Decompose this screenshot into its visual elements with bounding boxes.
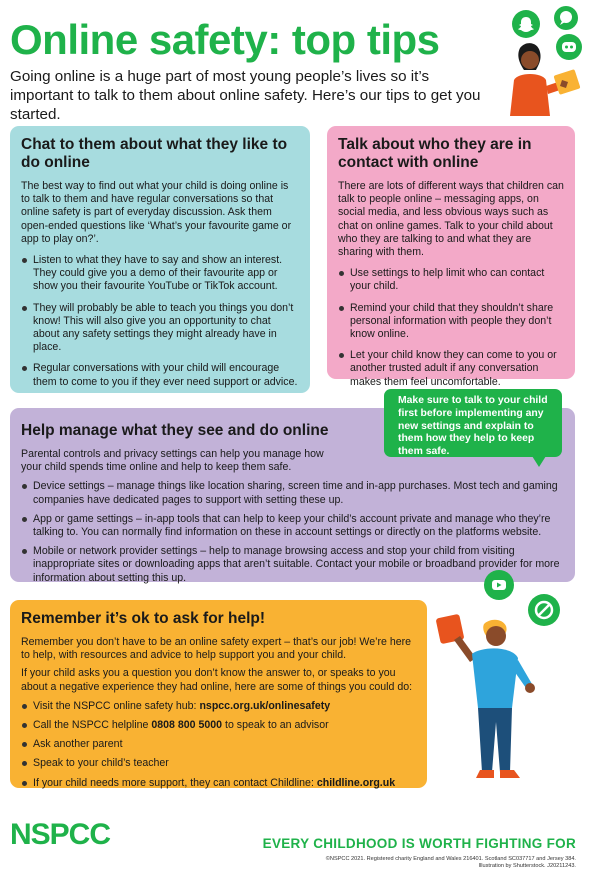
chat-icon <box>554 6 578 30</box>
legal-text: ©NSPCC 2021. Registered charity England and Wales 216401. Scotland SC037717 and Jersey 384. Illustration by Shutterstock. J20211243. <box>325 856 576 869</box>
list-item: Call the NSPCC helpline 0808 800 5000 to speak to an advisor <box>21 719 416 732</box>
list-item: Mobile or network provider settings – help to manage browsing access and stop your child from visiting inappropriate sites or downloading apps that aren’t suitable. Contact your mobile or broadband provider for more information about setting this up. <box>21 545 564 585</box>
list-item: App or game settings – in-app tools that can help to keep your child’s account private and manage who they’re talking to. You can normally find information on these in account settings or directly on the platforms website. <box>21 513 564 539</box>
list-item: They will probably be able to teach you things you don’t know! This will also give you an opportunity to chat about any safety settings they might already have in place. <box>21 302 299 355</box>
manage-bullet-list <box>21 480 564 584</box>
chat-heading: Chat to them about what they like to do online <box>21 136 288 171</box>
ask-for-help-box <box>10 600 427 788</box>
footer-slogan: EVERY CHILDHOOD IS WORTH FIGHTING FOR <box>262 836 576 851</box>
ask-bullet-list <box>21 700 416 790</box>
page-title: Online safety: top tips <box>10 16 440 63</box>
chat-body: The best way to find out what your child is doing online is to talk to them and have regular conversations so that online safety is part of everyday discussion. Ask them open-ended questions like ‘What’s your favourite game or app to play on?’. <box>21 180 292 245</box>
youtube-icon <box>484 570 514 600</box>
manage-heading: Help manage what they see and do online <box>21 422 329 439</box>
chat-tips-box <box>10 126 310 393</box>
list-item: Device settings – manage things like location sharing, screen time and in-app purchases. Most tech and gaming companies have dedicated pages to support with setting these up. <box>21 480 564 506</box>
list-item: Speak to your child’s teacher <box>21 757 416 770</box>
list-item: Regular conversations with your child will encourage them to come to you if they ever need support or advice. <box>21 362 299 388</box>
childline-link[interactable]: childline.org.uk <box>316 776 396 789</box>
contact-body: There are lots of different ways that children can talk to people online – messaging apps, on social media, and less obvious ways such as chat on online games. Talk to your child about who they are talking to and what they are sharing with them. <box>338 180 564 259</box>
list-item: If your child needs more support, they can contact Childline: childline.org.uk <box>21 777 416 790</box>
list-item: Remind your child that they shouldn’t share personal information with people they don’t know online. <box>338 302 564 342</box>
list-item: Visit the NSPCC online safety hub: nspcc.org.uk/onlinesafety <box>21 700 416 713</box>
snapchat-icon <box>512 10 540 38</box>
list-item: Use settings to help limit who can contact your child. <box>338 267 564 293</box>
callout-speech-bubble: Make sure to talk to your child first before implementing any new settings and explain to them how they help to keep them safe. <box>384 389 562 457</box>
woman-with-tablet-illustration <box>488 40 588 116</box>
manage-body: Parental controls and privacy settings can help you manage how your child spends time online and help to keep them safe. <box>21 448 324 474</box>
helpline-number[interactable]: 0808 800 5000 <box>151 719 223 732</box>
ask-para-1: Remember you don’t have to be an online safety expert – that’s our job! We’re here to help, with resources and advice to help support you and your child. <box>21 636 412 662</box>
list-item: Ask another parent <box>21 738 416 751</box>
nspcc-logo: NSPCC <box>10 818 111 851</box>
chat-bullet-list <box>21 254 299 389</box>
contact-heading: Talk about who they are in contact with online <box>338 136 532 171</box>
ask-para-2: If your child asks you a question you don’t know the answer to, or speaks to you about a negative experience they had online, here are some of things you could do: <box>21 667 413 693</box>
contact-bullet-list <box>338 267 564 389</box>
ask-heading: Remember it’s ok to ask for help! <box>21 610 266 627</box>
contact-tips-box <box>327 126 575 388</box>
intro-text: Going online is a huge part of most young people’s lives so it’s important to talk to them about online safety. Here’s our tips to get you started. <box>10 68 481 123</box>
boy-with-phone-illustration <box>432 610 562 786</box>
list-item: Let your child know they can come to you or another trusted adult if any conversation makes them feel uncomfortable. <box>338 349 564 389</box>
online-safety-hub-link[interactable]: nspcc.org.uk/onlinesafety <box>199 699 331 712</box>
list-item: Listen to what they have to say and show an interest. They could give you a demo of their favourite app or show you their favourite YouTube or TikTok account. <box>21 254 299 294</box>
